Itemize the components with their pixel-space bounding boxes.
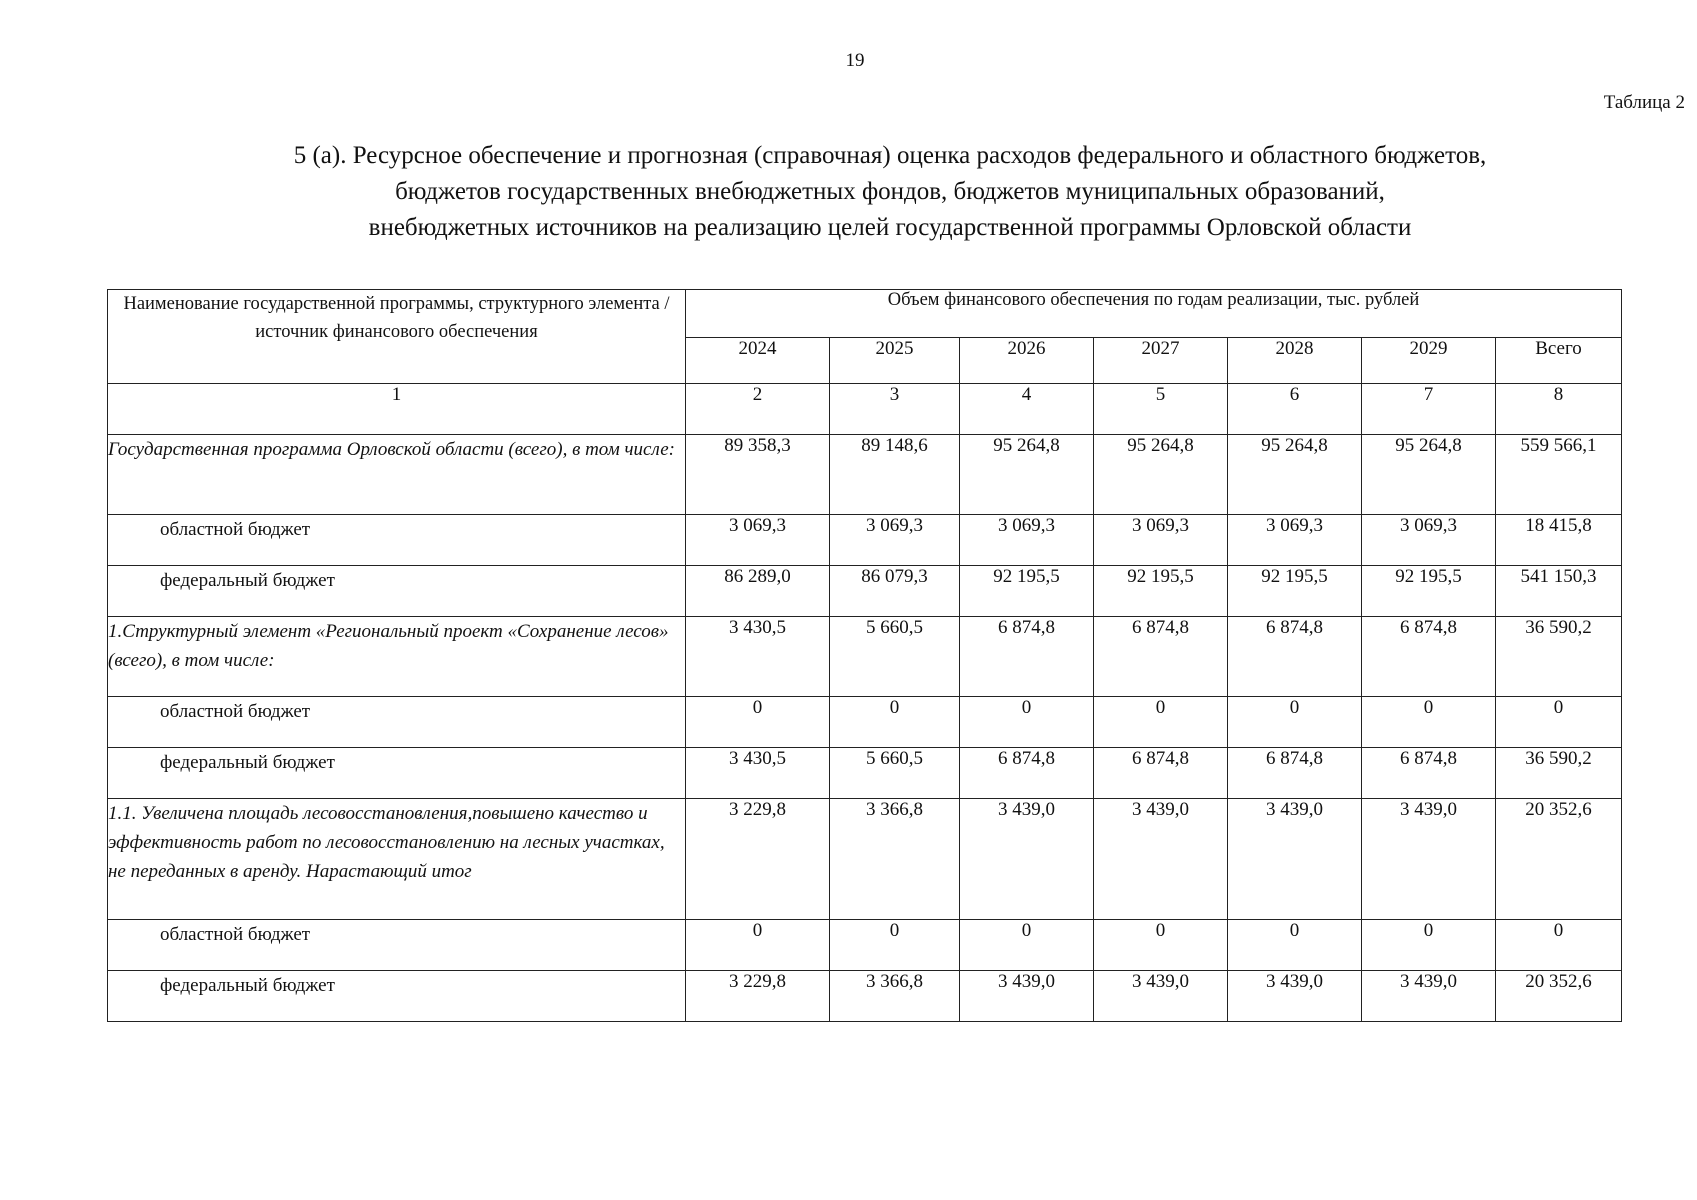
column-number-row xyxy=(108,384,1622,435)
row-value: 6 874,8 xyxy=(1094,617,1228,697)
table-row xyxy=(108,515,1622,566)
row-total-value: 0 xyxy=(1496,920,1622,971)
table-row xyxy=(108,697,1622,748)
row-value: 3 229,8 xyxy=(686,971,830,1022)
row-value: 0 xyxy=(1228,920,1362,971)
row-name: 1.Структурный элемент «Региональный проект «Сохранение лесов» (всего), в том числе: xyxy=(108,617,686,697)
table-row xyxy=(108,748,1622,799)
row-value: 6 874,8 xyxy=(1094,748,1228,799)
row-value: 0 xyxy=(1228,697,1362,748)
row-value: 0 xyxy=(1362,697,1496,748)
column-number: 4 xyxy=(960,384,1094,435)
row-name: Государственная программа Орловской области (всего), в том числе: xyxy=(108,435,686,515)
row-value: 3 439,0 xyxy=(1228,971,1362,1022)
title-line: внебюджетных источников на реализацию целей государственной программы Орловской области xyxy=(368,214,1412,241)
table-row xyxy=(108,920,1622,971)
row-value: 6 874,8 xyxy=(1362,617,1496,697)
row-value: 5 660,5 xyxy=(830,617,960,697)
column-number: 5 xyxy=(1094,384,1228,435)
row-value: 3 430,5 xyxy=(686,617,830,697)
row-value: 6 874,8 xyxy=(960,617,1094,697)
row-value: 0 xyxy=(830,920,960,971)
row-value: 0 xyxy=(686,697,830,748)
row-value: 6 874,8 xyxy=(960,748,1094,799)
row-value: 0 xyxy=(1362,920,1496,971)
header-volume: Объем финансового обеспечения по годам реализации, тыс. рублей xyxy=(686,290,1622,338)
row-value: 0 xyxy=(960,697,1094,748)
finance-table xyxy=(107,289,1622,1022)
table-header-row xyxy=(108,290,1622,338)
title-line: бюджетов государственных внебюджетных фондов, бюджетов муниципальных образований, xyxy=(395,178,1385,205)
row-value: 0 xyxy=(686,920,830,971)
row-name: федеральный бюджет xyxy=(108,748,686,799)
header-year: 2027 xyxy=(1094,338,1228,384)
column-number: 6 xyxy=(1228,384,1362,435)
row-name: федеральный бюджет xyxy=(108,971,686,1022)
column-number: 8 xyxy=(1496,384,1622,435)
header-total: Всего xyxy=(1496,338,1622,384)
row-value: 89 358,3 xyxy=(686,435,830,515)
page-number: 19 xyxy=(845,50,865,71)
row-value: 3 439,0 xyxy=(1362,799,1496,920)
row-value: 6 874,8 xyxy=(1362,748,1496,799)
row-total-value: 0 xyxy=(1496,697,1622,748)
row-value: 92 195,5 xyxy=(1228,566,1362,617)
row-name: областной бюджет xyxy=(108,697,686,748)
row-value: 0 xyxy=(960,920,1094,971)
row-value: 95 264,8 xyxy=(960,435,1094,515)
row-total-value: 541 150,3 xyxy=(1496,566,1622,617)
header-year: 2025 xyxy=(830,338,960,384)
table-row xyxy=(108,799,1622,920)
column-number: 7 xyxy=(1362,384,1496,435)
row-value: 3 430,5 xyxy=(686,748,830,799)
table-label: Таблица 2 xyxy=(1603,92,1685,113)
row-value: 3 439,0 xyxy=(1228,799,1362,920)
header-year: 2028 xyxy=(1228,338,1362,384)
row-value: 3 069,3 xyxy=(830,515,960,566)
row-name: 1.1. Увеличена площадь лесовосстановления,повышено качество и эффективность работ по лесовосстановлению на лесных участках, не переданных в аренду. Нарастающий итог xyxy=(108,799,686,920)
row-value: 92 195,5 xyxy=(960,566,1094,617)
header-year: 2026 xyxy=(960,338,1094,384)
document-title xyxy=(180,138,1600,246)
row-value: 3 439,0 xyxy=(1094,799,1228,920)
row-value: 0 xyxy=(830,697,960,748)
row-value: 5 660,5 xyxy=(830,748,960,799)
row-value: 3 439,0 xyxy=(960,799,1094,920)
row-value: 95 264,8 xyxy=(1362,435,1496,515)
header-name: Наименование государственной программы, структурного элемента / источник финансового обеспечения xyxy=(108,290,686,384)
row-total-value: 36 590,2 xyxy=(1496,617,1622,697)
row-name: федеральный бюджет xyxy=(108,566,686,617)
row-value: 0 xyxy=(1094,697,1228,748)
table-row xyxy=(108,971,1622,1022)
row-value: 92 195,5 xyxy=(1362,566,1496,617)
row-total-value: 36 590,2 xyxy=(1496,748,1622,799)
table-row xyxy=(108,617,1622,697)
title-line: 5 (а). Ресурсное обеспечение и прогнозная (справочная) оценка расходов федерального и областного бюджетов, xyxy=(293,142,1487,169)
row-value: 3 069,3 xyxy=(1094,515,1228,566)
table-row xyxy=(108,435,1622,515)
row-value: 3 069,3 xyxy=(686,515,830,566)
row-value: 86 289,0 xyxy=(686,566,830,617)
row-value: 86 079,3 xyxy=(830,566,960,617)
row-total-value: 20 352,6 xyxy=(1496,971,1622,1022)
header-year: 2029 xyxy=(1362,338,1496,384)
row-value: 3 366,8 xyxy=(830,799,960,920)
row-total-value: 18 415,8 xyxy=(1496,515,1622,566)
row-value: 3 069,3 xyxy=(960,515,1094,566)
row-value: 3 069,3 xyxy=(1228,515,1362,566)
table-row xyxy=(108,566,1622,617)
header-year: 2024 xyxy=(686,338,830,384)
row-value: 3 439,0 xyxy=(960,971,1094,1022)
row-value: 3 439,0 xyxy=(1094,971,1228,1022)
row-name: областной бюджет xyxy=(108,515,686,566)
row-value: 89 148,6 xyxy=(830,435,960,515)
row-value: 6 874,8 xyxy=(1228,617,1362,697)
row-value: 3 439,0 xyxy=(1362,971,1496,1022)
row-value: 6 874,8 xyxy=(1228,748,1362,799)
row-value: 95 264,8 xyxy=(1094,435,1228,515)
row-value: 3 069,3 xyxy=(1362,515,1496,566)
column-number: 3 xyxy=(830,384,960,435)
row-name: областной бюджет xyxy=(108,920,686,971)
row-value: 92 195,5 xyxy=(1094,566,1228,617)
row-total-value: 20 352,6 xyxy=(1496,799,1622,920)
column-number: 2 xyxy=(686,384,830,435)
column-number: 1 xyxy=(108,384,686,435)
row-value: 95 264,8 xyxy=(1228,435,1362,515)
row-value: 0 xyxy=(1094,920,1228,971)
row-total-value: 559 566,1 xyxy=(1496,435,1622,515)
row-value: 3 366,8 xyxy=(830,971,960,1022)
row-value: 3 229,8 xyxy=(686,799,830,920)
